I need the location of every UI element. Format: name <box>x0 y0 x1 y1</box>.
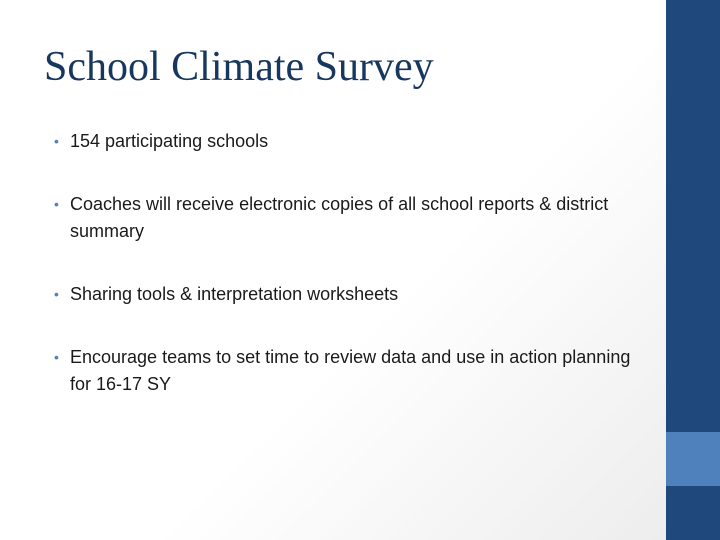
slide-title: School Climate Survey <box>44 44 434 90</box>
bullet-item <box>52 344 632 398</box>
bullet-dot-icon: • <box>54 133 59 149</box>
decorative-sidebar-accent <box>666 432 720 486</box>
bullet-text: Encourage teams to set time to review data and use in action planning for 16-17 SY <box>70 347 631 394</box>
bullet-item <box>52 191 632 245</box>
bullet-dot-icon: • <box>54 286 59 302</box>
bullet-text: 154 participating schools <box>70 131 269 151</box>
bullet-text: Sharing tools & interpretation worksheets <box>70 284 399 304</box>
bullet-list <box>52 128 632 434</box>
bullet-item <box>52 128 632 155</box>
bullet-item <box>52 281 632 308</box>
bullet-dot-icon: • <box>54 196 59 212</box>
bullet-text: Coaches will receive electronic copies of all school reports & district summary <box>70 194 609 241</box>
bullet-dot-icon: • <box>54 349 59 365</box>
